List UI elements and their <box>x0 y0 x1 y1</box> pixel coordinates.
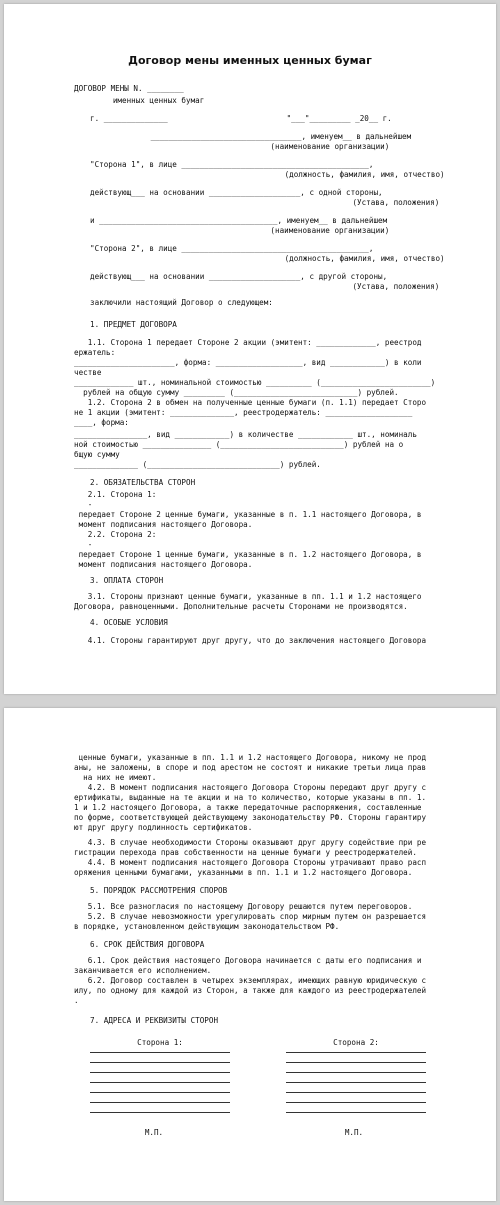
text-line: 1 и 1.2 настоящего Договора, а также передаточные распоряжения, составленные <box>74 803 422 812</box>
party-1-signature-heading: Сторона 1: <box>137 1038 183 1047</box>
party-1-signature-line <box>90 1052 230 1053</box>
text-line: (должность, фамилия, имя, отчество) <box>184 254 445 263</box>
party-1-signature-line <box>90 1062 230 1063</box>
text-line: - <box>74 540 93 549</box>
text-line: 5.2. В случае невозможности урегулировать спор мирным путем он разрешается <box>74 912 427 921</box>
text-line: ________________, вид ____________) в количестве ____________ шт., номиналь <box>74 430 417 439</box>
text-line: на них не имеют. <box>74 773 157 782</box>
text-line: заключили настоящий Договор о следующем: <box>90 298 273 307</box>
party-1-signature-line <box>90 1072 230 1073</box>
text-line: действующ___ на основании ____________________, с одной стороны, <box>90 188 383 197</box>
text-line: передает Стороне 1 ценные бумаги, указанные в п. 1.2 настоящего Договора, в <box>74 550 422 559</box>
text-line: 2.2. Сторона 2: <box>74 530 157 539</box>
text-line: момент подписания настоящего Договора. <box>74 520 253 529</box>
text-line: 7. АДРЕСА И РЕКВИЗИТЫ СТОРОН <box>90 1016 219 1025</box>
text-line: 1.2. Сторона 2 в обмен на полученные ценные бумаги (п. 1.1) передает Сторо <box>74 398 427 407</box>
text-line: _________________________________, именуем__ в дальнейшем <box>114 132 412 141</box>
text-line: 4. ОСОБЫЕ УСЛОВИЯ <box>90 618 168 627</box>
text-line: момент подписания настоящего Договора. <box>74 560 253 569</box>
document-page-2 <box>4 708 496 1201</box>
text-line: 3.1. Стороны признают ценные бумаги, указанные в пп. 1.1 и 1.2 настоящего <box>74 592 422 601</box>
party-2-signature-line <box>286 1072 426 1073</box>
party-2-signature-line <box>286 1102 426 1103</box>
text-line: илу, по одному для каждой из Сторон, а также для каждого из реестродержателей <box>74 986 427 995</box>
text-line: _____________ шт., номинальной стоимостью __________ (________________________) <box>74 378 436 387</box>
party-1-signature-line <box>90 1102 230 1103</box>
text-line: ержатель: <box>74 348 116 357</box>
text-line: "Сторона 1", в лице _________________________________________, <box>90 160 374 169</box>
text-line: рублей на общую сумму _________ (___________________________) рублей. <box>74 388 399 397</box>
text-line: ДОГОВОР МЕНЫ N. ________ <box>74 84 184 93</box>
text-line: 3. ОПЛАТА СТОРОН <box>90 576 164 585</box>
party-2-signature-heading: Сторона 2: <box>333 1038 379 1047</box>
party-2-signature-line <box>286 1062 426 1063</box>
text-line: честве <box>74 368 102 377</box>
text-line: . <box>74 996 79 1005</box>
text-line: "Сторона 2", в лице _________________________________________, <box>90 244 374 253</box>
text-line: 2.1. Сторона 1: <box>74 490 157 499</box>
text-line: 4.1. Стороны гарантируют друг другу, что до заключения настоящего Договора <box>74 636 427 645</box>
text-line: в порядке, установленном действующим законодательством РФ. <box>74 922 340 931</box>
text-line: 4.2. В момент подписания настоящего Договора Стороны передают друг другу с <box>74 783 427 792</box>
party-2-signature-line <box>286 1052 426 1053</box>
text-line: и _______________________________________, именуем__ в дальнейшем <box>90 216 388 225</box>
text-line: по форме, соответствующей действующему законодательству РФ. Стороны гарантиру <box>74 813 427 822</box>
party-2-signature-line <box>286 1082 426 1083</box>
party-2-signature-line <box>286 1092 426 1093</box>
text-line: гистрации перехода прав собственности на ценные бумаги у реестродержателей. <box>74 848 417 857</box>
party-2-signature-line <box>286 1112 426 1113</box>
text-line: (должность, фамилия, имя, отчество) <box>184 170 445 179</box>
text-line: г. ______________ "___"_________ _20__ г. <box>90 114 392 123</box>
text-line: ют друг другу подлинность сертификатов. <box>74 823 253 832</box>
text-line: 6.2. Договор составлен в четырех экземплярах, имеющих равную юридическую с <box>74 976 427 985</box>
text-line: - <box>74 500 93 509</box>
party-1-signature-line <box>90 1082 230 1083</box>
text-line: именных ценных бумаг <box>90 96 205 105</box>
text-line: ценные бумаги, указанные в пп. 1.1 и 1.2 настоящего Договора, никому не прод <box>74 753 427 762</box>
text-line: 5. ПОРЯДОК РАССМОТРЕНИЯ СПОРОВ <box>90 886 228 895</box>
text-line: ____, форма: <box>74 418 129 427</box>
text-line: ______________ (_____________________________) рублей. <box>74 460 321 469</box>
text-line: 1. ПРЕДМЕТ ДОГОВОРА <box>90 320 177 329</box>
party-1-signature-line <box>90 1112 230 1113</box>
text-line: передает Стороне 2 ценные бумаги, указанные в п. 1.1 настоящего Договора, в <box>74 510 422 519</box>
text-line: 5.1. Все разногласия по настоящему Договору решаются путем переговоров. <box>74 902 413 911</box>
text-line: оряжения ценными бумагами, указанными в пп. 1.1 и 1.2 настоящего Договора. <box>74 868 413 877</box>
document-page-1 <box>4 4 496 694</box>
text-line: аны, не заложены, в споре и под арестом не состоят и никакие третьи лица прав <box>74 763 427 772</box>
text-line: (Устава, положения) <box>229 198 440 207</box>
text-line: 6. СРОК ДЕЙСТВИЯ ДОГОВОРА <box>90 940 205 949</box>
text-line: заканчивается его исполнением. <box>74 966 212 975</box>
text-line: 4.4. В момент подписания настоящего Договора Стороны утрачивают право расп <box>74 858 427 867</box>
text-line: ______________________, форма: ___________________, вид ____________) в коли <box>74 358 422 367</box>
party-1-seal-label: М.П. <box>144 1128 164 1137</box>
party-1-signature-line <box>90 1092 230 1093</box>
text-line: 2. ОБЯЗАТЕЛЬСТВА СТОРОН <box>90 478 196 487</box>
text-line: ной стоимостью _______________ (___________________________) рублей на о <box>74 440 404 449</box>
text-line: (Устава, положения) <box>229 282 440 291</box>
text-line: не 1 акции (эмитент: ______________, реестродержатель: ___________________ <box>74 408 413 417</box>
text-line: (наименование организации) <box>179 226 390 235</box>
text-line: 1.1. Сторона 1 передает Стороне 2 акции (эмитент: _____________, реестрод <box>74 338 422 347</box>
text-line: бщую сумму <box>74 450 120 459</box>
text-line: 4.3. В случае необходимости Стороны оказывают друг другу содействие при ре <box>74 838 427 847</box>
text-line: (наименование организации) <box>179 142 390 151</box>
document-title: Договор мены именных ценных бумаг <box>128 54 372 67</box>
text-line: действующ___ на основании ____________________, с другой стороны, <box>90 272 388 281</box>
text-line: Договора, равноценными. Дополнительные расчеты Сторонами не производятся. <box>74 602 408 611</box>
text-line: 6.1. Срок действия настоящего Договора начинается с даты его подписания и <box>74 956 422 965</box>
party-2-seal-label: М.П. <box>344 1128 364 1137</box>
text-line: ертификаты, выданные на те акции и на то количество, которые указаны в пп. 1. <box>74 793 427 802</box>
